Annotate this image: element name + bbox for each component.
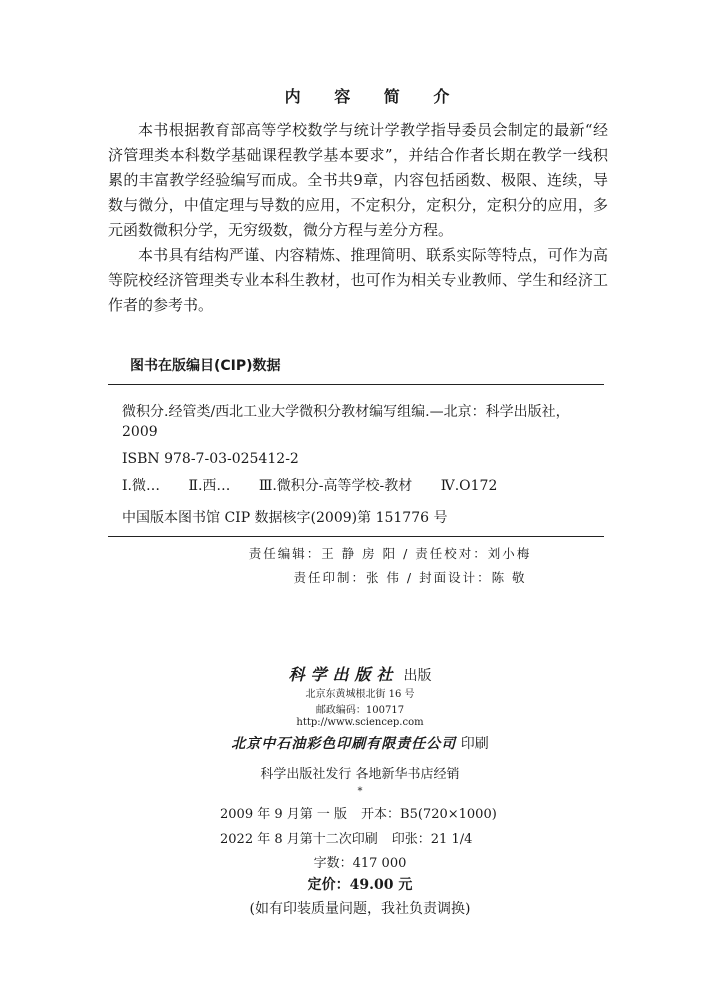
- publisher-postcode: 邮政编码：100717: [315, 705, 405, 716]
- quality-note: (如有印装质量问题，我社负责调换): [249, 901, 471, 917]
- publisher-address: 北京东黄城根北街 16 号: [305, 689, 415, 700]
- cip-class-item: Ⅱ.西…: [188, 478, 231, 494]
- printing-line: [220, 828, 472, 847]
- printing-sheets: 印张：21 1/4: [391, 832, 473, 847]
- publisher-logo-text: 科学出版社: [288, 665, 399, 684]
- publisher-suffix: 出版: [403, 668, 432, 684]
- printer-name: 北京中石油彩色印刷有限责任公司: [231, 736, 457, 752]
- cip-entry: 微积分.经管类/西北工业大学微积分教材编写组编.—北京：科学出版社，2009: [122, 404, 570, 440]
- separator-star: *: [357, 786, 363, 797]
- publisher-url: http://www.sciencep.com: [296, 717, 424, 728]
- printer-suffix: 印刷: [460, 736, 489, 752]
- content-summary: [108, 118, 608, 318]
- cip-classification: [122, 476, 600, 496]
- printer-line: [0, 733, 720, 753]
- distribution-line: 科学出版社发行 各地新华书店经销: [260, 767, 460, 782]
- price: 定价：49.00 元: [307, 877, 413, 893]
- cip-record-number: 中国版本图书馆 CIP 数据核字(2009)第 151776 号: [122, 510, 448, 526]
- editor-credits: 责任编辑：王 静 房 阳 / 责任校对：刘小梅: [248, 546, 532, 561]
- cip-heading: 图书在版编目(CIP)数据: [130, 358, 281, 374]
- page-title: 内 容 简 介: [284, 87, 464, 106]
- publisher-line: [0, 662, 720, 685]
- printing-date: 2022 年 8 月第十二次印刷: [220, 832, 378, 847]
- summary-paragraph-1: 本书根据教育部高等学校数学与统计学教学指导委员会制定的最新“经济管理类本科数学基础课程教学基本要求”，并结合作者长期在教学一线积累的丰富教学经验编写而成。全书共9章，内容包括函数、极限、连续，导数与微分，中值定理与导数的应用，不定积分，定积分，定积分的应用，多元函数微积分学，无穷级数，微分方程与差分方程。: [108, 121, 608, 239]
- cip-top-rule: [108, 384, 604, 385]
- cip-class-item: Ⅲ.微积分-高等学校-教材: [258, 478, 413, 494]
- edition-date: 2009 年 9 月第 一 版: [220, 807, 348, 822]
- cip-bottom-rule: [108, 536, 604, 537]
- word-count: 字数：417 000: [313, 856, 407, 871]
- cip-class-item: Ⅰ.微…: [122, 478, 160, 494]
- summary-paragraph-2: 本书具有结构严谨、内容精炼、推理简明、联系实际等特点，可作为高等院校经济管理类专业本科生教材，也可作为相关专业教师、学生和经济工作者的参考书。: [108, 246, 608, 314]
- cip-isbn: ISBN 978-7-03-025412-2: [122, 451, 299, 467]
- book-format: 开本：B5(720×1000): [361, 807, 497, 822]
- production-credits: 责任印制：张 伟 / 封面设计：陈 敬: [293, 570, 527, 585]
- edition-line: [220, 803, 497, 822]
- cip-class-item: Ⅳ.O172: [440, 478, 498, 494]
